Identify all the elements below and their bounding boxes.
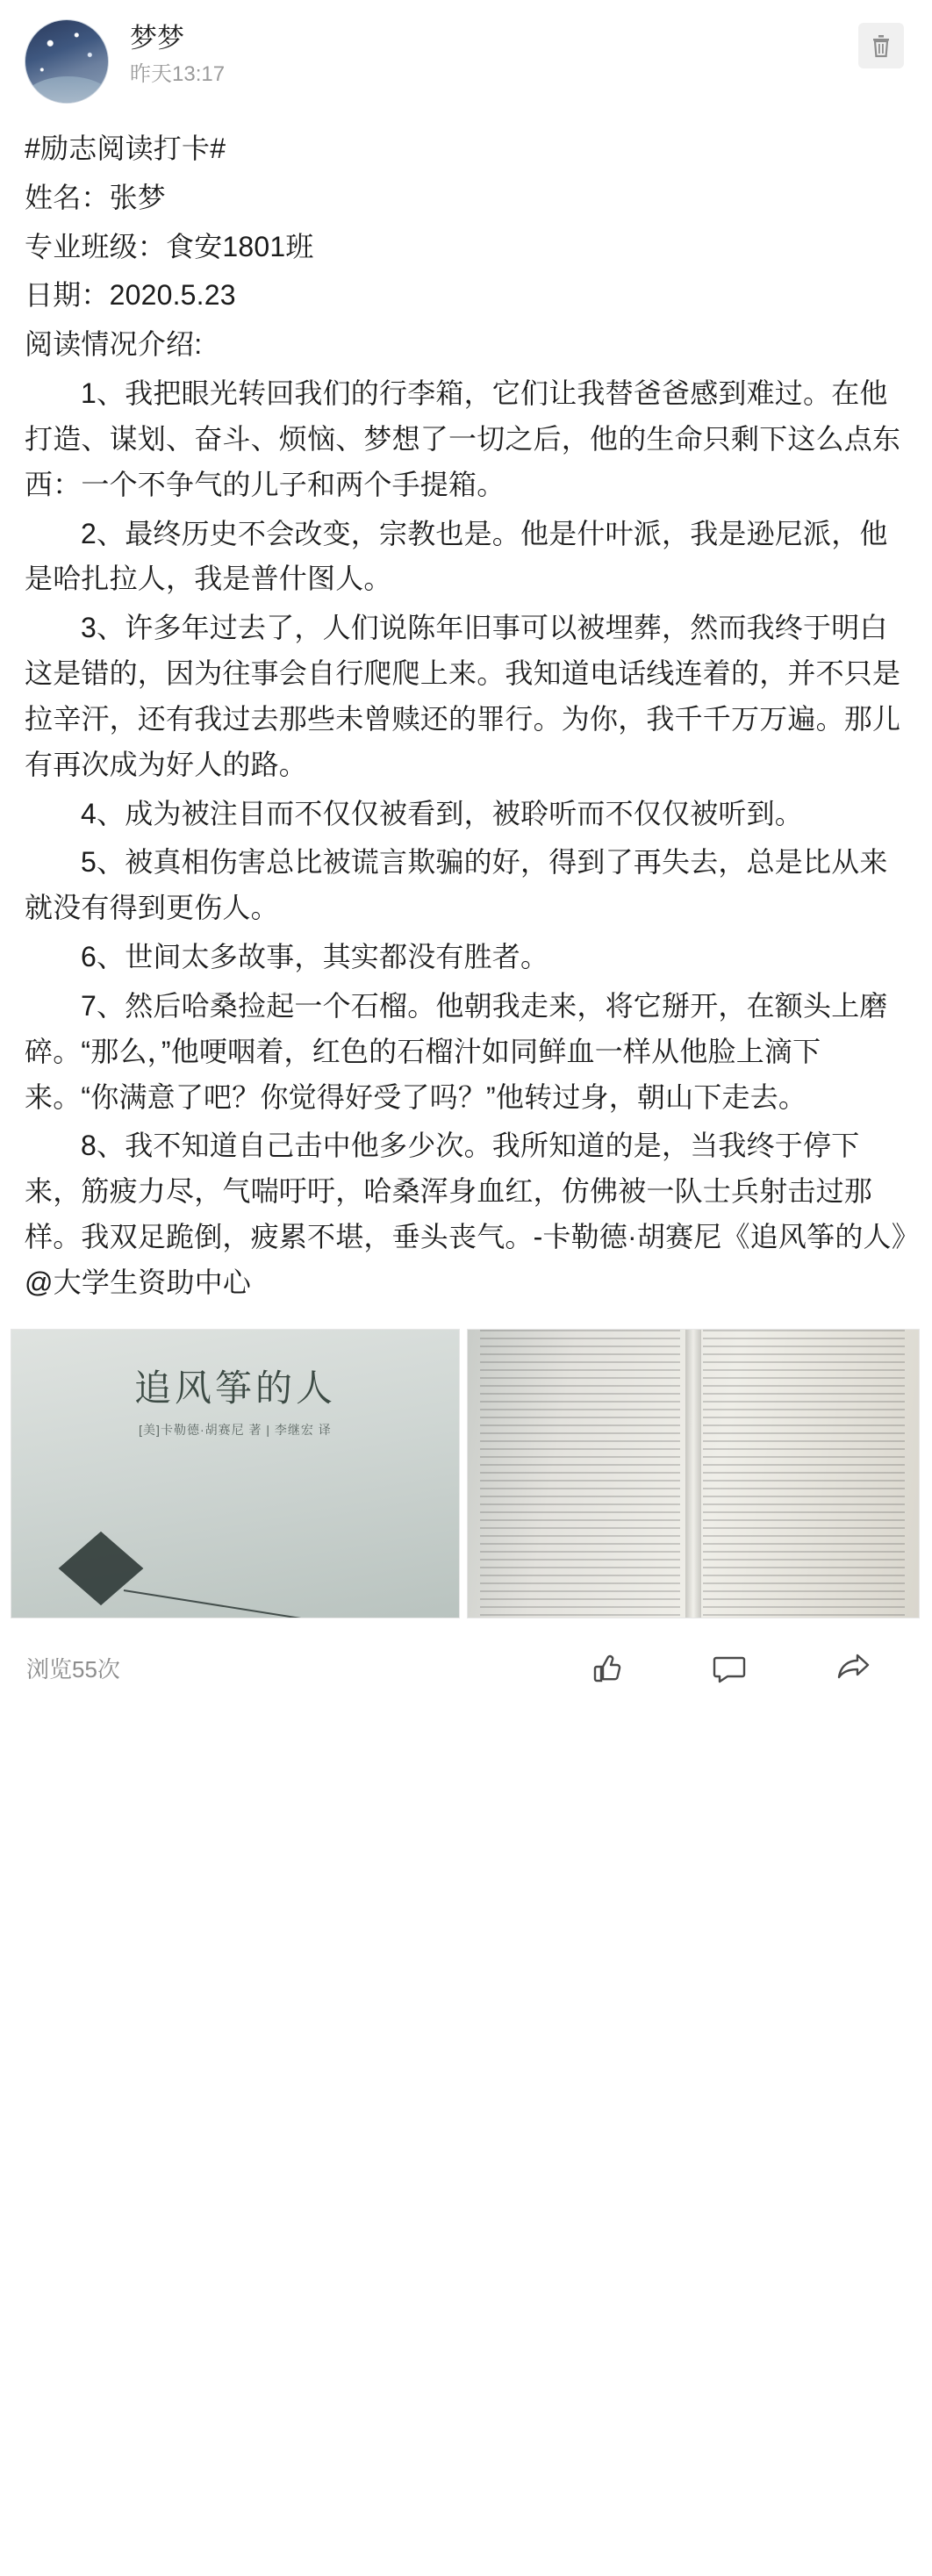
post-line: #励志阅读打卡# (25, 133, 226, 164)
post-line: 姓名：张梦 (25, 181, 167, 213)
post-line: 阅读情况介绍: (25, 328, 203, 361)
post-line: 5、被真相伤害总比被谎言欺骗的好，得到了再失去，总是比从来就没有得到更伤人。 (25, 846, 888, 924)
book-cover-subtitle: [美]卡勒德·胡赛尼 著 | 李继宏 译 (139, 1422, 332, 1437)
book-cover-title: 追风筝的人 (133, 1368, 336, 1410)
page-gutter (685, 1330, 701, 1618)
kite-shape (59, 1532, 144, 1605)
post-line: 日期：2020.5.23 (25, 279, 236, 312)
post-line: 4、成为被注目而不仅仅被看到，被聆听而不仅仅被听到。 (81, 797, 803, 829)
post-line: 7、然后哈桑捡起一个石榴。他朝我走来，将它掰开，在额头上磨碎。“那么，”他哽咽着，红色的石榴汁如同鲜血一样从他脸上滴下来。“你满意了吧？你觉得好受了吗？”他转过身，朝山下走去。 (25, 989, 888, 1113)
post-header (0, 0, 932, 112)
share-icon (835, 1649, 873, 1688)
post-actions (584, 1648, 897, 1689)
comment-icon (710, 1649, 749, 1688)
post-line: 8、我不知道自己击中他多少次。我所知道的是，当我终于停下来，筋疲力尽，气喘吁吁，哈桑浑身血红，仿佛被一队士兵射击过那样。我双足跪倒，疲累不堪，垂头丧气。-卡勒德·胡赛尼《追风筝的人》@大学生资助中心 (25, 1130, 906, 1298)
post-line: 1、我把眼光转回我们的行李箱，它们让我替爸爸感到难过。在他打造、谋划、奋斗、烦恼、梦想了一切之后，他的生命只剩下这么点东西：一个不争气的儿子和两个手提箱。 (25, 377, 901, 500)
post-line: 2、最终历史不会改变，宗教也是。他是什叶派，我是逊尼派，他是哈扎拉人，我是普什图人。 (25, 517, 888, 595)
post-images (11, 1329, 921, 1618)
page-text-column-right (703, 1330, 905, 1618)
like-button[interactable] (584, 1648, 625, 1689)
share-button[interactable] (834, 1648, 874, 1689)
comment-button[interactable] (709, 1648, 749, 1689)
kite-string (124, 1589, 384, 1618)
author-block (130, 19, 225, 85)
post-line: 3、许多年过去了，人们说陈年旧事可以被埋葬，然而我终于明白这是错的，因为往事会自行爬爬上来。我知道电话线连着的，并不只是拉辛汗，还有我过去那些未曾赎还的罪行。为你，我千千万万遍。那儿有再次成为好人的路。 (25, 612, 901, 780)
post-footer (0, 1618, 932, 1724)
post-time: 昨天13:17 (130, 62, 226, 86)
post-body (0, 112, 932, 1306)
views-count: 浏览55次 (26, 1656, 120, 1683)
post-line: 专业班级：食安1801班 (25, 230, 314, 262)
trash-icon (869, 32, 893, 59)
author-name[interactable]: 梦梦 (130, 23, 184, 54)
avatar[interactable] (25, 19, 109, 104)
delete-button[interactable] (858, 23, 904, 68)
book-pages-photo[interactable] (467, 1329, 920, 1618)
post-line: 6、世间太多故事，其实都没有胜者。 (81, 941, 549, 973)
book-cover-photo[interactable] (11, 1329, 460, 1618)
thumbs-up-icon (585, 1649, 624, 1688)
page-text-column-left (480, 1330, 680, 1618)
